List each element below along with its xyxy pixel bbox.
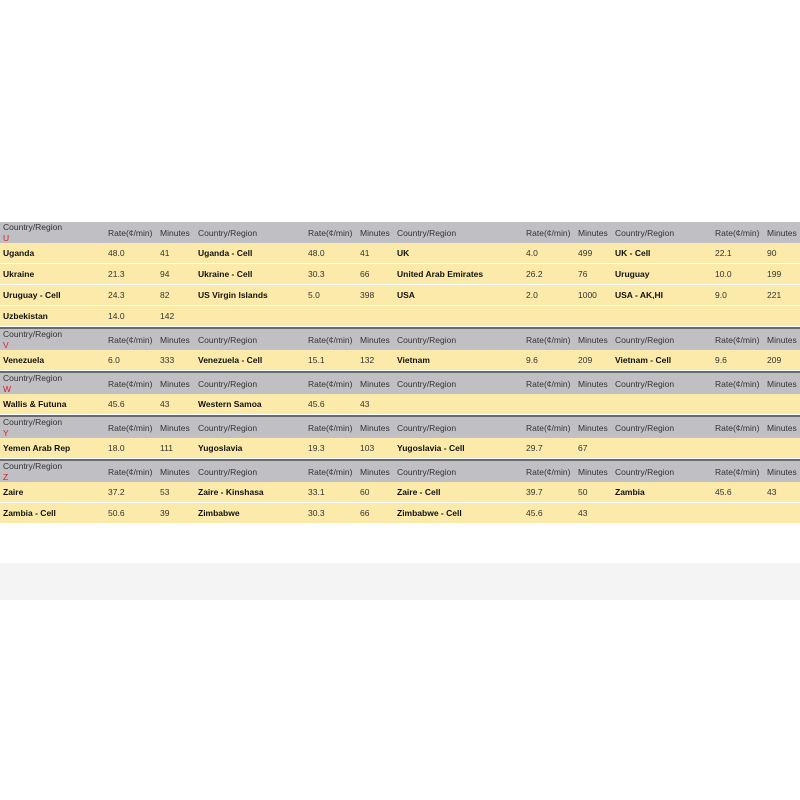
column-header-label: Country/Region: [397, 334, 457, 345]
rate-value: 19.3: [305, 438, 357, 459]
table-row: [0, 482, 800, 503]
rate-value: 50.6: [105, 503, 157, 524]
minutes-value: [575, 394, 612, 415]
minutes-value: 41: [357, 243, 394, 264]
minutes-value: [357, 306, 394, 327]
country-name: [612, 306, 712, 327]
column-header-minutes: Minutes: [575, 329, 612, 350]
country-name: [612, 438, 712, 459]
country-name: Ukraine: [0, 264, 105, 285]
rate-value: [712, 306, 764, 327]
rate-value: 9.0: [712, 285, 764, 306]
column-header-label: Country/Region: [397, 466, 457, 477]
country-name: Zambia: [612, 482, 712, 503]
minutes-value: 60: [357, 482, 394, 503]
rate-value: 5.0: [305, 285, 357, 306]
section-header-u: [0, 222, 800, 243]
column-header-label: Country/Region: [198, 466, 258, 477]
column-header-minutes: Minutes: [357, 417, 394, 438]
table-row: [0, 306, 800, 327]
column-header-country: [612, 329, 712, 350]
column-header-rate: Rate(¢/min): [305, 373, 357, 394]
minutes-value: 499: [575, 243, 612, 264]
column-header-country: [195, 373, 305, 394]
minutes-value: [764, 394, 800, 415]
minutes-value: 142: [157, 306, 195, 327]
column-header-minutes: Minutes: [357, 373, 394, 394]
column-header-country: [195, 417, 305, 438]
column-header-label: Country/Region: [198, 422, 258, 433]
rate-value: [305, 306, 357, 327]
rate-value: 2.0: [523, 285, 575, 306]
country-name: Zaire - Kinshasa: [195, 482, 305, 503]
column-header-country: [0, 417, 105, 438]
rate-value: 48.0: [305, 243, 357, 264]
column-header-minutes: Minutes: [575, 461, 612, 482]
column-header-country: [394, 373, 523, 394]
country-name: Zimbabwe - Cell: [394, 503, 523, 524]
rate-value: 45.6: [105, 394, 157, 415]
column-header-label: Country/Region: [3, 417, 63, 427]
rate-value: 26.2: [523, 264, 575, 285]
rate-value: [523, 306, 575, 327]
rate-value: 21.3: [105, 264, 157, 285]
minutes-value: 94: [157, 264, 195, 285]
column-header-minutes: Minutes: [764, 329, 800, 350]
rate-value: 18.0: [105, 438, 157, 459]
column-header-label: Country/Region: [615, 422, 675, 433]
minutes-value: [764, 503, 800, 524]
column-header-rate: Rate(¢/min): [712, 329, 764, 350]
country-name: [195, 306, 305, 327]
column-header-minutes: Minutes: [764, 461, 800, 482]
column-header-country: [0, 329, 105, 350]
column-header-rate: Rate(¢/min): [305, 222, 357, 243]
column-header-country: [612, 373, 712, 394]
column-header-rate: Rate(¢/min): [305, 329, 357, 350]
minutes-value: 67: [575, 438, 612, 459]
column-header-country: [394, 417, 523, 438]
country-name: Wallis & Futuna: [0, 394, 105, 415]
rate-value: [523, 394, 575, 415]
country-name: [394, 394, 523, 415]
column-header-label: Country/Region: [3, 461, 63, 471]
section-letter: Z: [3, 472, 9, 482]
minutes-value: 221: [764, 285, 800, 306]
section-letter: V: [3, 340, 9, 350]
minutes-value: 41: [157, 243, 195, 264]
country-name: Yugoslavia - Cell: [394, 438, 523, 459]
column-header-country: [195, 329, 305, 350]
minutes-value: 209: [575, 350, 612, 371]
rate-value: 30.3: [305, 503, 357, 524]
column-header-label: Country/Region: [615, 466, 675, 477]
country-name: Vietnam - Cell: [612, 350, 712, 371]
column-header-rate: Rate(¢/min): [105, 329, 157, 350]
column-header-country: [0, 373, 105, 394]
column-header-rate: Rate(¢/min): [523, 417, 575, 438]
minutes-value: 76: [575, 264, 612, 285]
table-row: [0, 350, 800, 371]
minutes-value: 111: [157, 438, 195, 459]
column-header-minutes: Minutes: [575, 417, 612, 438]
minutes-value: 103: [357, 438, 394, 459]
country-name: UK - Cell: [612, 243, 712, 264]
minutes-value: 50: [575, 482, 612, 503]
rate-value: 22.1: [712, 243, 764, 264]
rate-value: 33.1: [305, 482, 357, 503]
country-name: Venezuela: [0, 350, 105, 371]
column-header-rate: Rate(¢/min): [523, 329, 575, 350]
table-row: [0, 285, 800, 306]
column-header-country: [195, 222, 305, 243]
rate-value: 10.0: [712, 264, 764, 285]
minutes-value: 132: [357, 350, 394, 371]
column-header-minutes: Minutes: [764, 222, 800, 243]
minutes-value: [764, 306, 800, 327]
column-header-label: Country/Region: [198, 227, 258, 238]
rate-value: 45.6: [712, 482, 764, 503]
column-header-label: Country/Region: [397, 422, 457, 433]
rate-value: 29.7: [523, 438, 575, 459]
minutes-value: 333: [157, 350, 195, 371]
table-row: [0, 394, 800, 415]
country-name: Ukraine - Cell: [195, 264, 305, 285]
column-header-rate: Rate(¢/min): [712, 222, 764, 243]
column-header-minutes: Minutes: [157, 461, 195, 482]
rate-value: 9.6: [712, 350, 764, 371]
section-header-v: [0, 329, 800, 350]
country-name: Zimbabwe: [195, 503, 305, 524]
section-header-w: [0, 373, 800, 394]
column-header-minutes: Minutes: [764, 417, 800, 438]
column-header-label: Country/Region: [397, 378, 457, 389]
country-name: [612, 503, 712, 524]
column-header-label: Country/Region: [615, 227, 675, 238]
column-header-country: [612, 461, 712, 482]
country-name: USA - AK,HI: [612, 285, 712, 306]
rate-value: 45.6: [523, 503, 575, 524]
column-header-minutes: Minutes: [575, 373, 612, 394]
minutes-value: 1000: [575, 285, 612, 306]
column-header-rate: Rate(¢/min): [305, 461, 357, 482]
rate-value: 14.0: [105, 306, 157, 327]
section-header-z: [0, 461, 800, 482]
rate-value: 30.3: [305, 264, 357, 285]
country-name: Uruguay - Cell: [0, 285, 105, 306]
rate-value: 48.0: [105, 243, 157, 264]
minutes-value: [575, 306, 612, 327]
section-letter: U: [3, 233, 10, 243]
minutes-value: 66: [357, 503, 394, 524]
country-name: Yemen Arab Rep: [0, 438, 105, 459]
column-header-minutes: Minutes: [157, 373, 195, 394]
column-header-country: [612, 222, 712, 243]
minutes-value: 39: [157, 503, 195, 524]
column-header-minutes: Minutes: [157, 222, 195, 243]
section-letter: W: [3, 384, 12, 394]
column-header-rate: Rate(¢/min): [305, 417, 357, 438]
column-header-country: [394, 222, 523, 243]
rate-value: [712, 438, 764, 459]
country-name: USA: [394, 285, 523, 306]
column-header-minutes: Minutes: [357, 329, 394, 350]
country-name: Zambia - Cell: [0, 503, 105, 524]
country-name: Uzbekistan: [0, 306, 105, 327]
column-header-minutes: Minutes: [157, 329, 195, 350]
country-name: United Arab Emirates: [394, 264, 523, 285]
country-name: Western Samoa: [195, 394, 305, 415]
country-name: Zaire - Cell: [394, 482, 523, 503]
column-header-rate: Rate(¢/min): [712, 461, 764, 482]
section-header-y: [0, 417, 800, 438]
country-name: Uruguay: [612, 264, 712, 285]
column-header-rate: Rate(¢/min): [105, 417, 157, 438]
minutes-value: 209: [764, 350, 800, 371]
minutes-value: [764, 438, 800, 459]
country-name: US Virgin Islands: [195, 285, 305, 306]
column-header-minutes: Minutes: [157, 417, 195, 438]
column-header-rate: Rate(¢/min): [712, 373, 764, 394]
column-header-label: Country/Region: [615, 334, 675, 345]
column-header-label: Country/Region: [3, 222, 63, 232]
table-row: [0, 243, 800, 264]
table-row: [0, 264, 800, 285]
minutes-value: 90: [764, 243, 800, 264]
country-name: Yugoslavia: [195, 438, 305, 459]
column-header-rate: Rate(¢/min): [523, 461, 575, 482]
column-header-country: [394, 461, 523, 482]
rate-value: 45.6: [305, 394, 357, 415]
country-name: [612, 394, 712, 415]
column-header-country: [0, 222, 105, 243]
country-name: Uganda: [0, 243, 105, 264]
column-header-label: Country/Region: [198, 334, 258, 345]
rate-value: 15.1: [305, 350, 357, 371]
country-name: UK: [394, 243, 523, 264]
rate-value: [712, 503, 764, 524]
column-header-rate: Rate(¢/min): [105, 461, 157, 482]
rate-value: 9.6: [523, 350, 575, 371]
rate-value: 24.3: [105, 285, 157, 306]
minutes-value: 43: [157, 394, 195, 415]
page-footer-area: [0, 563, 800, 600]
column-header-minutes: Minutes: [575, 222, 612, 243]
column-header-label: Country/Region: [3, 329, 63, 339]
country-name: Zaire: [0, 482, 105, 503]
column-header-label: Country/Region: [198, 378, 258, 389]
minutes-value: 43: [357, 394, 394, 415]
rate-value: 4.0: [523, 243, 575, 264]
minutes-value: 53: [157, 482, 195, 503]
rate-value: 6.0: [105, 350, 157, 371]
minutes-value: 398: [357, 285, 394, 306]
rate-value: 37.2: [105, 482, 157, 503]
rates-body: [0, 222, 800, 524]
column-header-rate: Rate(¢/min): [523, 373, 575, 394]
column-header-country: [394, 329, 523, 350]
column-header-rate: Rate(¢/min): [523, 222, 575, 243]
country-name: Uganda - Cell: [195, 243, 305, 264]
rate-value: 39.7: [523, 482, 575, 503]
minutes-value: 43: [575, 503, 612, 524]
column-header-country: [0, 461, 105, 482]
column-header-country: [195, 461, 305, 482]
table-row: [0, 503, 800, 524]
minutes-value: 82: [157, 285, 195, 306]
table-row: [0, 438, 800, 459]
country-name: Venezuela - Cell: [195, 350, 305, 371]
column-header-minutes: Minutes: [357, 461, 394, 482]
section-letter: Y: [3, 428, 9, 438]
column-header-rate: Rate(¢/min): [105, 373, 157, 394]
column-header-rate: Rate(¢/min): [105, 222, 157, 243]
rates-table: [0, 222, 800, 524]
column-header-minutes: Minutes: [764, 373, 800, 394]
country-name: Vietnam: [394, 350, 523, 371]
column-header-label: Country/Region: [615, 378, 675, 389]
country-name: [394, 306, 523, 327]
column-header-minutes: Minutes: [357, 222, 394, 243]
minutes-value: 199: [764, 264, 800, 285]
column-header-rate: Rate(¢/min): [712, 417, 764, 438]
minutes-value: 66: [357, 264, 394, 285]
column-header-label: Country/Region: [397, 227, 457, 238]
rate-value: [712, 394, 764, 415]
minutes-value: 43: [764, 482, 800, 503]
column-header-label: Country/Region: [3, 373, 63, 383]
column-header-country: [612, 417, 712, 438]
